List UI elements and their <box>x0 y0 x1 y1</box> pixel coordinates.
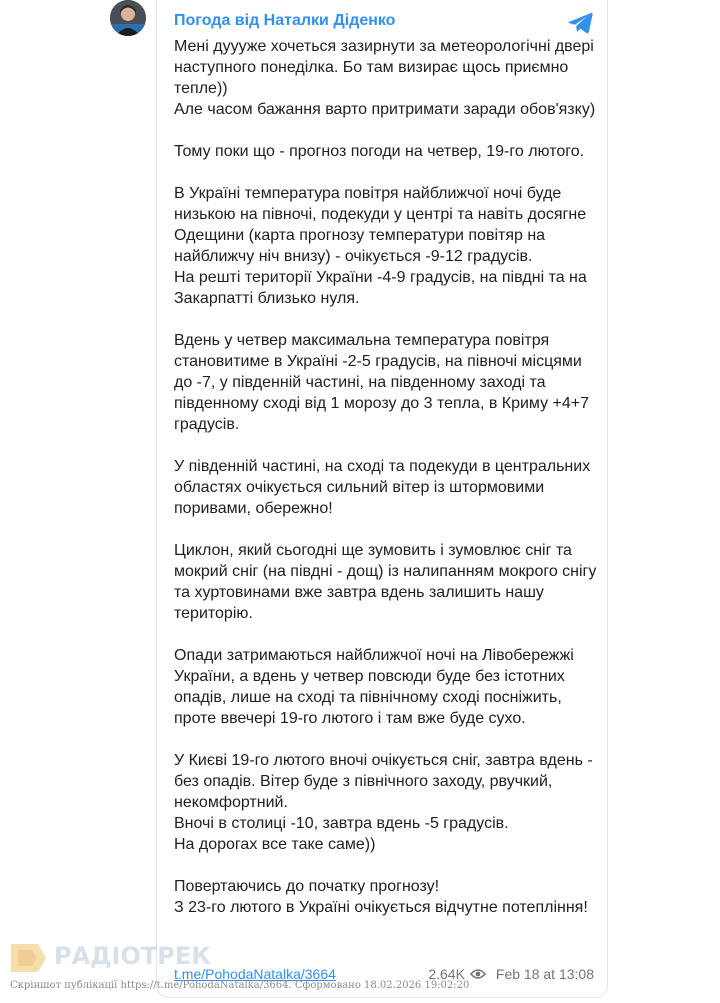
post-paragraph: Мені дуууже хочеться зазирнути за метеорологічні двері наступного понеділка. Бо там визирає щось приємно тепле)) Але часом бажання варто притримати заради обов'язку) <box>174 38 596 118</box>
post-paragraph: У південній частині, на сході та подекуди в центральних областях очікується сильний вітер із штормовими поривами, обережно! <box>174 458 591 517</box>
post-paragraph: Тому поки що - прогноз погоди на четвер, 19-го лютого. <box>174 143 585 160</box>
post-link[interactable]: t.me/PohodaNatalka/3664 <box>174 966 336 982</box>
post-text <box>174 36 602 918</box>
watermark-logo-text: РАДІОТРЕК <box>54 942 211 970</box>
eye-icon <box>470 968 486 980</box>
post-date[interactable]: Feb 18 at 13:08 <box>495 966 594 982</box>
radiotrek-logo-icon <box>8 938 48 978</box>
telegram-icon[interactable] <box>567 9 595 37</box>
post-paragraph: Опади затримаються найближчої ночі на Лівобережжі України, а вдень у четвер повсюди буде без істотних опадів, лише на сході та північному сході посніжить, проте ввечері 19-го лютого і там вже буде сухо. <box>174 647 574 727</box>
channel-name[interactable]: Погода від Наталки Діденко <box>174 12 396 29</box>
post-paragraph: В Україні температура повітря найближчої ночі буде низькою на півночі, подекуди у центрі та навіть досягне Одещини (карта прогнозу температури повітяр на найближчу ніч внизу) - очікується -9-12 градусів. На решті території України -4-9 градусів, на півдні та на Закарпатті близько нуля. <box>174 185 587 307</box>
channel-avatar[interactable] <box>110 0 146 36</box>
post-paragraph: Циклон, який сьогодні ще зумовить і зумовлює сніг та мокрий сніг (на півдні - дощ) із налипанням мокрого снігу та хуртовинами вже завтра вдень залишить нашу територію. <box>174 542 597 622</box>
post-paragraph: Вдень у четвер максимальна температура повітря становитиме в Україні -2-5 градусів, на півночі місцями до -7, у південній частині, на південному заході та південному сході від 1 морозу до 3 тепла, в Криму +4+7 градусів. <box>174 332 590 433</box>
post-paragraph: У Києві 19-го лютого вночі очікується сніг, завтра вдень - без опадів. Вітер буде з північного заходу, рвучкий, некомфортний. Вночі в столиці -10, завтра вдень -5 градусів. На дорогах все таке саме)) <box>174 752 593 853</box>
post-card <box>156 0 608 998</box>
avatar-image <box>110 0 146 36</box>
post-paragraph: Повертаючись до початку прогнозу! З 23-го лютого в Україні очікується відчутне потепління! <box>174 878 588 916</box>
radiotrek-watermark <box>8 938 211 978</box>
view-count: 2.64K <box>428 966 465 982</box>
screenshot-caption: Скріншот публікації https://t.me/PohodaNatalka/3664. Сформовано 18.02.2026 19:02:20 <box>10 980 470 991</box>
